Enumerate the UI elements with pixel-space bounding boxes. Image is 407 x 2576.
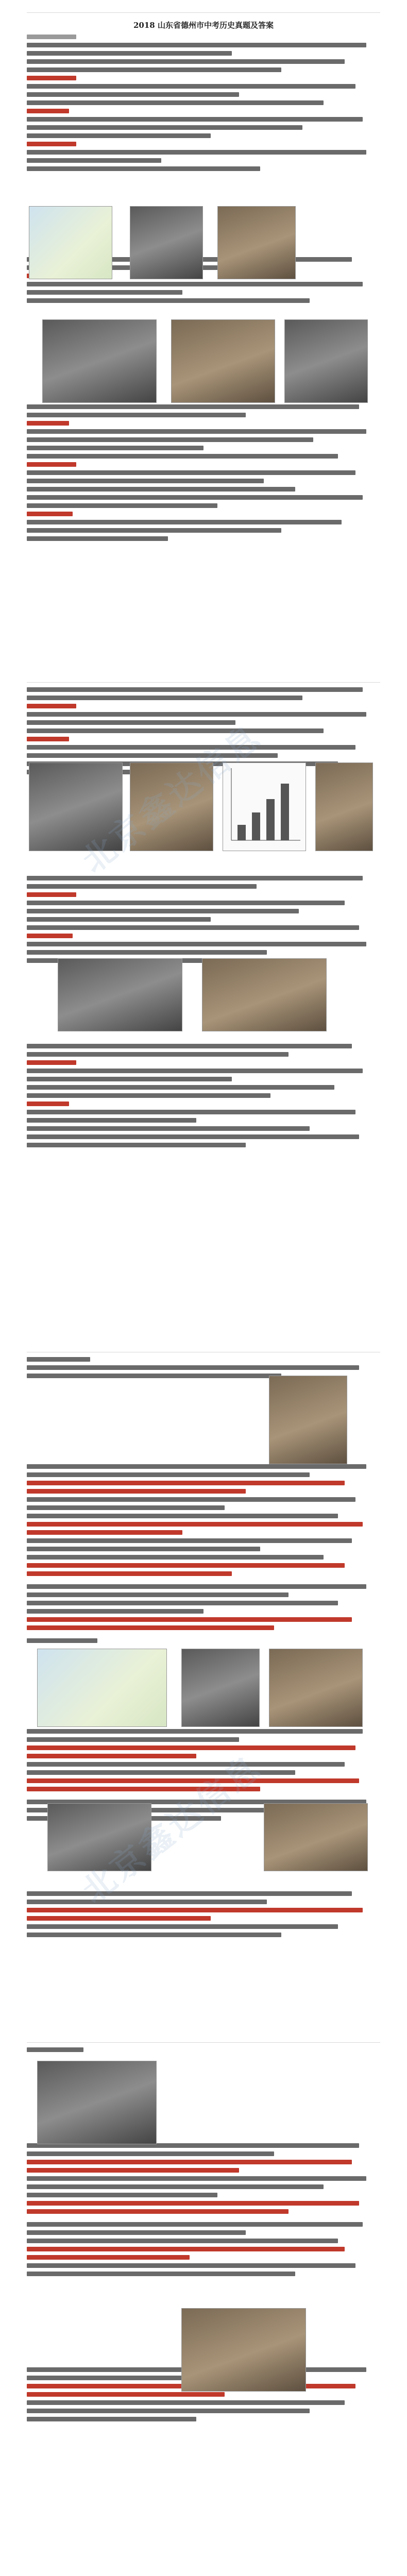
- text-line: [27, 282, 363, 286]
- photo-figure: [42, 319, 157, 403]
- text-line: [27, 1118, 196, 1123]
- text-line: [27, 917, 211, 922]
- text-line: [27, 1374, 281, 1378]
- text-line: [27, 413, 246, 417]
- text-line: [27, 2047, 83, 2052]
- text-line: [27, 909, 299, 913]
- text-line: [27, 1077, 232, 1081]
- text-line: [27, 437, 313, 442]
- text-line: [27, 925, 359, 930]
- answer-line: [27, 1778, 359, 1783]
- text-line: [27, 1143, 246, 1147]
- text-line: [27, 2239, 338, 2243]
- text-line: [27, 884, 257, 889]
- answer-line: [27, 512, 73, 516]
- text-line: [27, 712, 366, 717]
- answer-line: [27, 1530, 182, 1535]
- text-line: [27, 2151, 274, 2156]
- text-line: [27, 901, 345, 905]
- answer-line: [27, 2168, 239, 2173]
- text-line: [27, 1737, 239, 1742]
- answer-line: [27, 1060, 76, 1065]
- answer-line: [27, 1522, 363, 1527]
- text-line: [27, 1365, 359, 1370]
- map-figure: [37, 1649, 167, 1727]
- text-line: [27, 150, 366, 155]
- text-line: [27, 1514, 338, 1518]
- text-line: [27, 1555, 324, 1560]
- photo-figure: [47, 1803, 151, 1871]
- text-line: [27, 520, 342, 524]
- answer-line: [27, 1916, 211, 1921]
- answer-line: [27, 421, 69, 426]
- text-line: [27, 1770, 295, 1775]
- text-line: [27, 1134, 359, 1139]
- text-line: [27, 1538, 352, 1543]
- bar: [281, 784, 289, 840]
- page-3: [27, 1340, 380, 2030]
- text-line: [27, 1924, 338, 1929]
- text-line: [27, 1472, 310, 1477]
- answer-line: [27, 1787, 260, 1791]
- page-header: [27, 673, 380, 681]
- answer-line: [27, 2255, 190, 2260]
- text-line: [27, 950, 267, 955]
- text-line: [27, 1547, 260, 1551]
- answer-line: [27, 2392, 225, 2397]
- answer-line: [27, 462, 76, 467]
- answer-line: [27, 934, 73, 938]
- answer-line: [27, 1754, 196, 1758]
- answer-line: [27, 1101, 69, 1106]
- answer-line: [27, 892, 76, 897]
- header-rule: [27, 2042, 380, 2043]
- text-line: [27, 942, 366, 946]
- answer-line: [27, 1571, 232, 1576]
- photo-figure: [130, 206, 203, 279]
- header-rule: [27, 12, 380, 13]
- text-line: [27, 1762, 345, 1767]
- text-line: [27, 1464, 366, 1469]
- text-line: [27, 1933, 281, 1937]
- bar: [238, 825, 246, 840]
- answer-line: [27, 1908, 363, 1912]
- answer-line: [27, 2160, 352, 2164]
- text-line: [27, 1357, 90, 1362]
- page-4: [27, 2030, 380, 2576]
- text-line: [27, 528, 281, 533]
- text-line: [27, 2409, 310, 2413]
- answer-line: [27, 1489, 246, 1494]
- answer-line: [27, 109, 69, 113]
- answer-line: [27, 2201, 359, 2206]
- bar: [252, 812, 260, 840]
- text-line: [27, 166, 260, 171]
- answer-line: [27, 1481, 345, 1485]
- text-line: [27, 290, 182, 295]
- photo-figure: [181, 1649, 260, 1727]
- answer-line: [27, 1625, 274, 1630]
- text-line: [27, 1729, 363, 1734]
- page-header: [27, 3, 380, 11]
- answer-line: [27, 737, 69, 741]
- text-line: [27, 503, 217, 508]
- text-line: [27, 487, 295, 492]
- text-line: [27, 2263, 355, 2268]
- text-line: [27, 1052, 289, 1057]
- text-line: [27, 1093, 270, 1098]
- text-line: [27, 2417, 196, 2421]
- text-line: [27, 1497, 355, 1502]
- text-line: [27, 2222, 363, 2227]
- text-line: [27, 1069, 363, 1073]
- text-line: [27, 1891, 352, 1896]
- text-line: [27, 2400, 345, 2405]
- text-line: [27, 84, 355, 89]
- text-line: [27, 133, 211, 138]
- text-line: [27, 1601, 338, 1605]
- text-line: [27, 1900, 267, 1904]
- photo-figure: [130, 762, 213, 851]
- text-line: [27, 67, 281, 72]
- photo-figure: [37, 2061, 157, 2144]
- portrait-figure: [315, 762, 373, 851]
- answer-line: [27, 704, 76, 708]
- photo-figure: [269, 1649, 363, 1727]
- text-line: [27, 117, 363, 122]
- text-line: [27, 100, 324, 105]
- page-header: [27, 1343, 380, 1351]
- text-line: [27, 446, 204, 450]
- text-line: [27, 2176, 366, 2181]
- document-title: 2018 山东省德州市中考历史真题及答案: [133, 21, 274, 30]
- text-line: [27, 536, 168, 541]
- text-line: [27, 1044, 352, 1048]
- text-line: [27, 59, 345, 64]
- photo-figure: [171, 319, 275, 403]
- answer-line: [27, 1617, 352, 1622]
- map-figure: [29, 206, 112, 279]
- text-line: [27, 125, 302, 130]
- text-line: [27, 158, 161, 163]
- text-line: [27, 2184, 324, 2189]
- answer-line: [27, 1745, 355, 1750]
- text-line: [27, 454, 338, 459]
- text-line: [27, 51, 232, 56]
- text-line: [27, 2230, 246, 2235]
- text-line: [27, 1505, 225, 1510]
- text-line: [27, 696, 302, 700]
- page-1: [27, 0, 380, 670]
- bar-chart-figure: [223, 762, 306, 851]
- text-line: [27, 753, 278, 758]
- text-line: [27, 35, 76, 39]
- portrait-figure: [269, 1376, 347, 1464]
- text-line: [27, 298, 310, 303]
- text-line: [27, 2272, 295, 2276]
- text-line: [27, 720, 235, 725]
- text-line: [27, 92, 239, 97]
- page-2: [27, 670, 380, 1340]
- photo-figure: [202, 958, 327, 1031]
- text-line: [27, 745, 355, 750]
- text-line: [27, 1110, 355, 1114]
- photo-figure: [264, 1803, 368, 1871]
- text-line: [27, 2193, 217, 2197]
- text-line: [27, 1609, 204, 1614]
- text-line: [27, 876, 363, 880]
- text-line: [27, 1592, 289, 1597]
- answer-line: [27, 1563, 345, 1568]
- answer-line: [27, 142, 76, 146]
- text-line: [27, 1085, 334, 1090]
- text-line: [27, 728, 324, 733]
- header-rule: [27, 682, 380, 683]
- photo-figure: [58, 958, 182, 1031]
- text-line: [27, 495, 363, 500]
- text-line: [27, 479, 264, 483]
- photo-figure: [29, 762, 123, 851]
- page-header: [27, 2033, 380, 2041]
- text-line: [27, 43, 366, 47]
- text-line: [27, 1584, 366, 1589]
- bar: [266, 799, 275, 840]
- answer-line: [27, 2247, 345, 2251]
- photo-figure: [284, 319, 368, 403]
- text-line: [27, 470, 355, 475]
- text-line: [27, 687, 363, 692]
- text-line: [27, 429, 366, 434]
- text-line: [27, 404, 359, 409]
- answer-line: [27, 76, 76, 80]
- photo-figure: [217, 206, 296, 279]
- text-line: [27, 1638, 97, 1643]
- bar-chart-svg: [223, 763, 306, 851]
- text-line: [27, 1126, 310, 1131]
- photo-figure: [181, 2308, 306, 2392]
- answer-line: [27, 2209, 289, 2214]
